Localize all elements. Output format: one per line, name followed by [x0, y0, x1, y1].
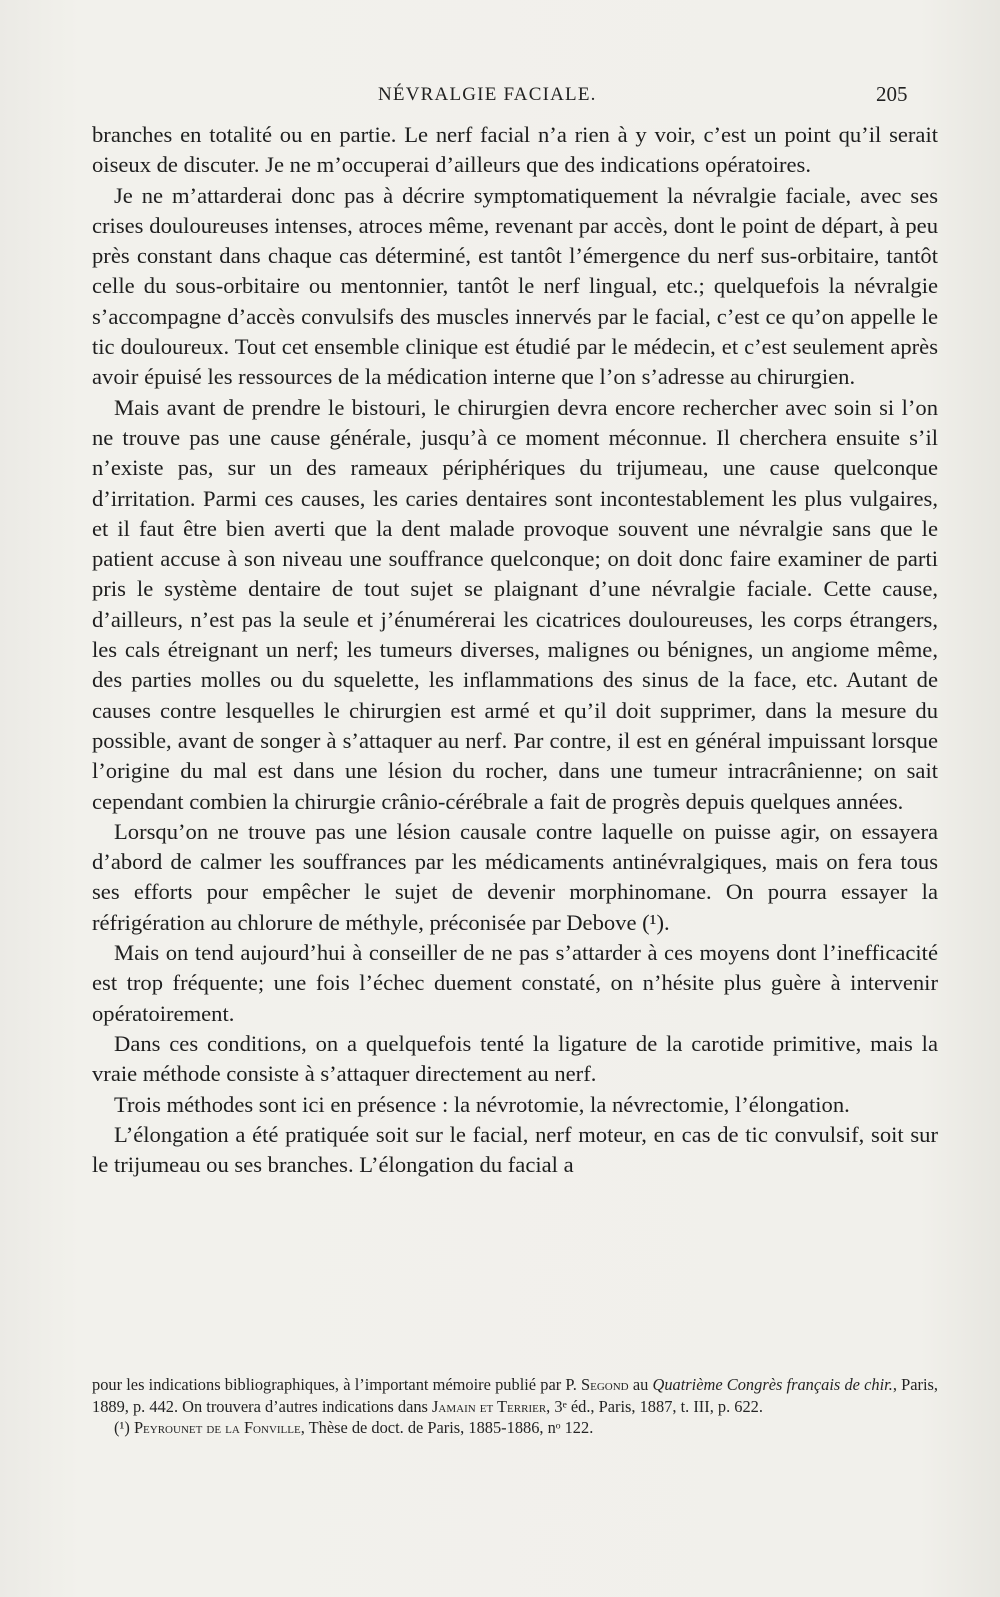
- footnote-1: [92, 1417, 938, 1439]
- footnote-author: Jamain et Terrier: [432, 1396, 547, 1416]
- footnote-continuation: [92, 1374, 938, 1417]
- footnote-author: P. Segond: [565, 1375, 629, 1394]
- main-text: [92, 120, 938, 1180]
- paragraph: Mais avant de prendre le bistouri, le chirurgien devra encore rechercher avec soin si l’on ne trouve pas une cause générale, jusqu’à ce moment méconnue. Il cherchera ensuite s’il n’existe pas, sur un des rameaux périphériques du trijumeau, une cause quelconque d’irritation. Parmi ces causes, les caries dentaires sont incontestablement les plus vulgaires, et il faut être bien averti que la dent malade provoque souvent une névralgie sans que le patient accuse à son niveau une souffrance quelconque; on doit donc faire examiner de parti pris le système dentaire de tout sujet se plaignant d’une névralgie faciale. Cette cause, d’ailleurs, n’est pas la seule et j’énumérerai les cicatrices douloureuses, les corps étrangers, les cals étreignant un nerf; les tumeurs diverses, malignes ou bénignes, un angiome même, des parties molles ou du squelette, les inflammations des sinus de la face, etc. Autant de causes contre lesquelles le chirurgien est armé et qu’il doit supprimer, dans la mesure du possible, avant de songer à s’attaquer au nerf. Par contre, il est en général impuissant lorsque l’origine du mal est dans une lésion du rocher, dans une tumeur intracrânienne; on sait cependant combien la chirurgie crânio-cérébrale a fait de progrès depuis quelques années.: [92, 394, 938, 814]
- footnote-text: pour les indications bibliographiques, à l’important mémoire publié par: [92, 1375, 566, 1394]
- footnotes: [92, 1374, 938, 1439]
- page-header: [0, 84, 1000, 114]
- running-head: NÉVRALGIE FACIALE.: [378, 84, 597, 105]
- paragraph: Dans ces conditions, on a quelquefois tenté la ligature de la carotide primitive, mais la vraie méthode consiste à s’attaquer directement au nerf.: [92, 1030, 938, 1087]
- paragraph: Lorsqu’on ne trouve pas une lésion causale contre laquelle on puisse agir, on essayera d’abord de calmer les souffrances par les médicaments antinévralgiques, mais on fera tous ses efforts pour empêcher le sujet de devenir morphinomane. On pourra essayer la réfrigération au chlorure de méthyle, préconisée par Debove (¹).: [92, 818, 938, 935]
- footnote-text: , 3ᵉ éd., Paris, 1887, t. III, p. 622.: [546, 1396, 763, 1416]
- footnote-journal: Quatrième Congrès français de chir.: [652, 1375, 893, 1394]
- footnote-text: au: [628, 1375, 653, 1394]
- paragraph: Trois méthodes sont ici en présence : la névrotomie, la névrectomie, l’élongation.: [114, 1091, 850, 1117]
- paragraph: L’élongation a été pratiquée soit sur le facial, nerf moteur, en cas de tic convulsif, soit sur le trijumeau ou ses branches. L’élongation du facial a: [92, 1121, 938, 1178]
- paragraph: branches en totalité ou en partie. Le nerf facial n’a rien à y voir, c’est un point qu’il serait oiseux de discuter. Je ne m’occuperai d’ailleurs que des indications opératoires.: [92, 122, 938, 178]
- footnote-text: , Thèse de doct. de Paris, 1885-1886, nᵒ 122.: [300, 1418, 594, 1437]
- footnote-text: , Paris, 1889, p. 442. On trouvera d’autres indications dans: [92, 1375, 939, 1416]
- footnote-marker: (¹): [114, 1418, 134, 1437]
- page-number: 205: [876, 82, 908, 106]
- footnote-author: Peyrounet de la Fonville: [133, 1418, 301, 1437]
- paragraph: Mais on tend aujourd’hui à conseiller de ne pas s’attarder à ces moyens dont l’inefficacité est trop fréquente; une fois l’échec duement constaté, on n’hésite plus guère à intervenir opératoirement.: [92, 940, 938, 1026]
- paragraph: Je ne m’attarderai donc pas à décrire symptomatiquement la névralgie faciale, avec ses crises douloureuses intenses, atroces même, revenant par accès, dont le point de départ, à peu près constant dans chaque cas déterminé, est tantôt l’émergence du nerf sus-orbitaire, tantôt celle du sous-orbitaire ou mentonnier, tantôt le nerf lingual, etc.; quelquefois la névralgie s’accompagne d’accès convulsifs des muscles innervés par le facial, c’est ce qu’on appelle le tic douloureux. Tout cet ensemble clinique est étudié par le médecin, et c’est seulement après avoir épuisé les ressources de la médication interne que l’on s’adresse au chirurgien.: [92, 182, 938, 390]
